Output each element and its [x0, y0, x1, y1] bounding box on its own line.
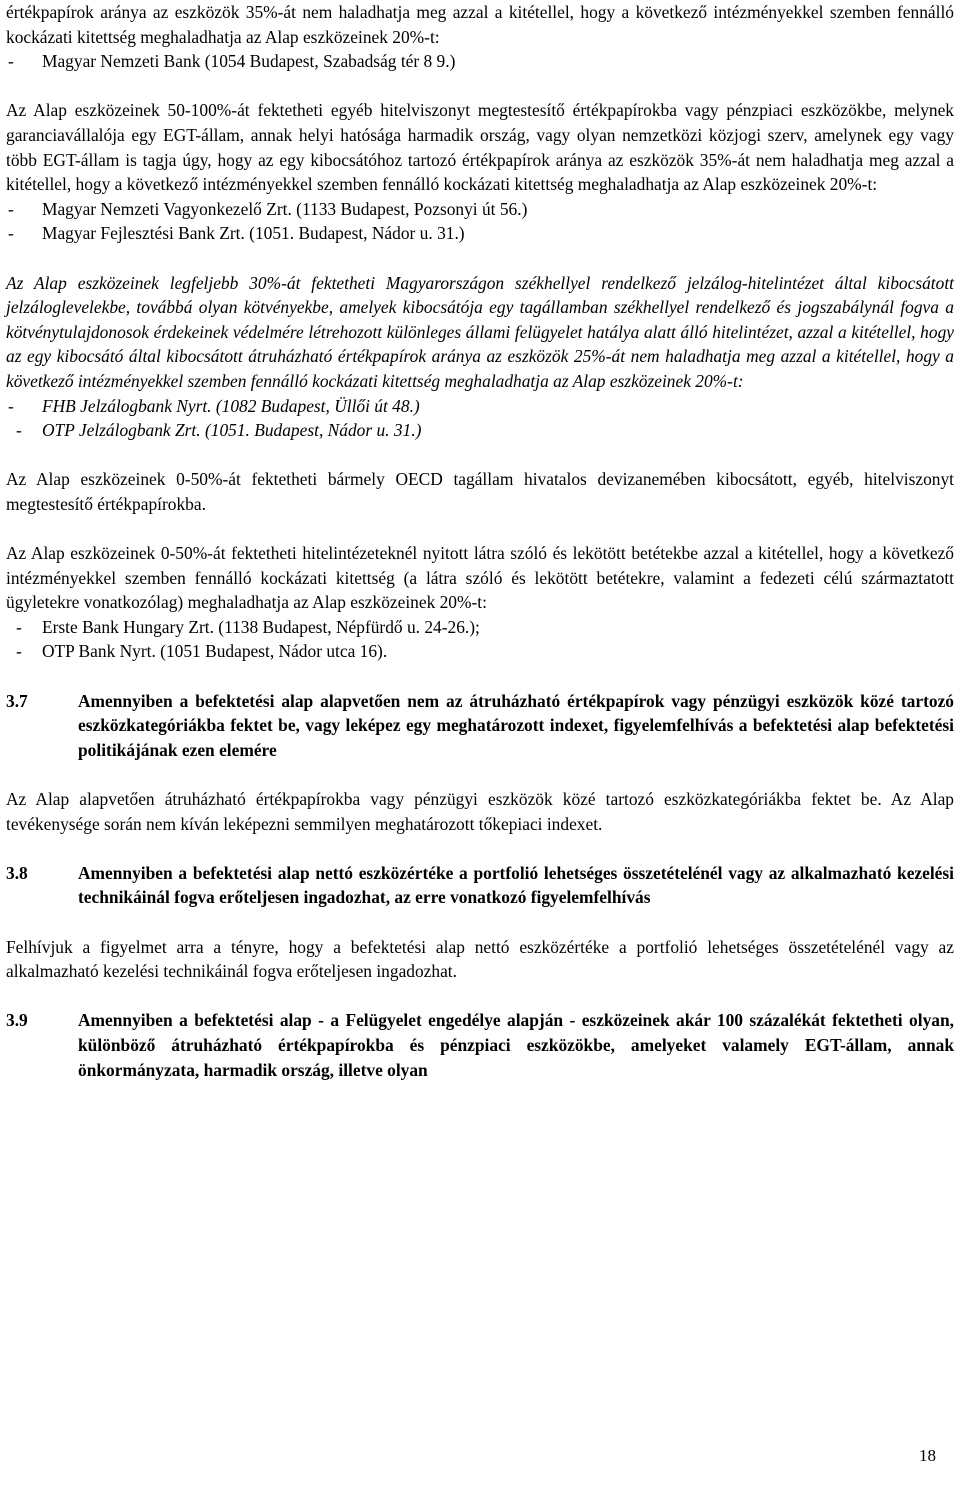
section-number: 3.9: [6, 1010, 28, 1031]
list-item: - Magyar Nemzeti Vagyonkezelő Zrt. (1133 Budapest, Pozsonyi út 56.): [8, 198, 528, 219]
paragraph-betet: Az Alap eszközeinek 0-50%-át fektetheti hitelintézeteknél nyitott látra szóló és lekötött betétekbe azzal a kitétellel, hogy a következő intézményekkel szemben fennálló kockázati kitettség (a látra szóló és lekötött betétekre, valamint a fedezeti célú származtatott ügyletekre vonatkozólag) meghaladhatja az Alap eszközeinek 20%-t:: [6, 543, 954, 613]
list-item: - OTP Jelzálogbank Zrt. (1051. Budapest, Nádor u. 31.): [16, 420, 422, 441]
paragraph-3-8: Felhívjuk a figyelmet arra a tényre, hogy a befektetési alap nettó eszközértéke a portfolió lehetséges összetételénél vagy az alkalmazható kezelési technikáinál fogva erőteljesen ingadozhat.: [6, 936, 954, 982]
page-number: 18: [919, 1446, 936, 1465]
list-item: - Erste Bank Hungary Zrt. (1138 Budapest, Népfürdő u. 24-26.);: [16, 616, 480, 637]
paragraph-egt: Az Alap eszközeinek 50-100%-át fektetheti egyéb hitelviszonyt megtestesítő értékpapírokba vagy pénzpiaci eszközökbe, melynek garanciavállalója egy EGT-állam, annak helyi hatósága harmadik ország, vagy olyan nemzetközi közjogi szerv, amelynek egy vagy több EGT-állam is tagja úgy, hogy az egy kibocsátóhoz tartozó értékpapírok aránya az eszközök 35%-át nem haladhatja meg azzal a kitétellel, hogy a következő intézményekkel szemben fennálló kockázati kitettség meghaladhatja az Alap eszközeinek 20%-t:: [6, 100, 954, 195]
section-title: Amennyiben a befektetési alap - a Felügyelet engedélye alapján - eszközeinek akár 100 százalékát fektetheti olyan, különböző átruházható értékpapírokba és pénzpiaci eszközökbe, amelyeket valamely EGT-állam, annak önkormányzata, harmadik ország, illetve olyan: [78, 1010, 954, 1080]
section-title: Amennyiben a befektetési alap nettó eszközértéke a portfolió lehetséges összetételénél vagy az alkalmazható kezelési technikáinál fogva erőteljesen ingadozhat, az erre vonatkozó figyelemfelhívás: [78, 862, 954, 908]
list-item: - FHB Jelzálogbank Nyrt. (1082 Budapest, Üllői út 48.): [8, 395, 420, 416]
document-page: [6, 0, 954, 1082]
section-heading-3-7: [6, 689, 954, 763]
paragraph-top: értékpapírok aránya az eszközök 35%-át nem haladhatja meg azzal a kitétellel, hogy a következő intézményekkel szemben fennálló kockázati kitettség meghaladhatja az Alap eszközeinek 20%-t:: [6, 2, 954, 47]
list-item: - Magyar Fejlesztési Bank Zrt. (1051. Budapest, Nádor u. 31.): [8, 223, 465, 244]
section-heading-3-9: [6, 1008, 954, 1082]
paragraph-jelzalog: Az Alap eszközeinek legfeljebb 30%-át fektetheti Magyarországon székhellyel rendelkező jelzálog-hitelintézet által kibocsátott jelzáloglevelekbe, továbbá olyan kötvényekbe, amelyek kibocsátója egy tagállamban székhellyel rendelkező és jogszabálynál fogva a kötvénytulajdonosok érdekeinek védelmére létrehozott különleges állami felügyelet hatálya alatt álló hitelintézet, azzal a kitétellel, hogy az egy kibocsátó által kibocsátott átruházható értékpapírok aránya az eszközök 25%-át nem haladhatja meg azzal a kitétellel, hogy a következő intézményekkel szemben fennálló kockázati kitettség meghaladhatja az Alap eszközeinek 20%-t:: [6, 272, 954, 391]
section-title: Amennyiben a befektetési alap alapvetően nem az átruházható értékpapírok vagy pénzügyi eszközök közé tartozó eszközkategóriákba fektet be, vagy leképez egy meghatározott indexet, figyelemfelhívás a befektetési alap befektetési politikájának ezen elemére: [78, 690, 954, 760]
list-item: - OTP Bank Nyrt. (1051 Budapest, Nádor utca 16).: [16, 641, 388, 662]
section-number: 3.7: [6, 690, 28, 711]
paragraph-oecd: Az Alap eszközeinek 0-50%-át fektetheti bármely OECD tagállam hivatalos devizanemében kibocsátott, egyéb, hitelviszonyt megtestesítő értékpapírokba.: [6, 469, 954, 514]
section-number: 3.8: [6, 862, 28, 883]
section-heading-3-8: [6, 861, 954, 910]
list-item: - Magyar Nemzeti Bank (1054 Budapest, Szabadság tér 8 9.): [8, 51, 456, 72]
paragraph-3-7: Az Alap alapvetően átruházható értékpapírokba vagy pénzügyi eszközök közé tartozó eszközkategóriákba fektet be. Az Alap tevékenysége során nem kíván leképezni semmilyen meghatározott tőkepiaci indexet.: [6, 789, 954, 834]
